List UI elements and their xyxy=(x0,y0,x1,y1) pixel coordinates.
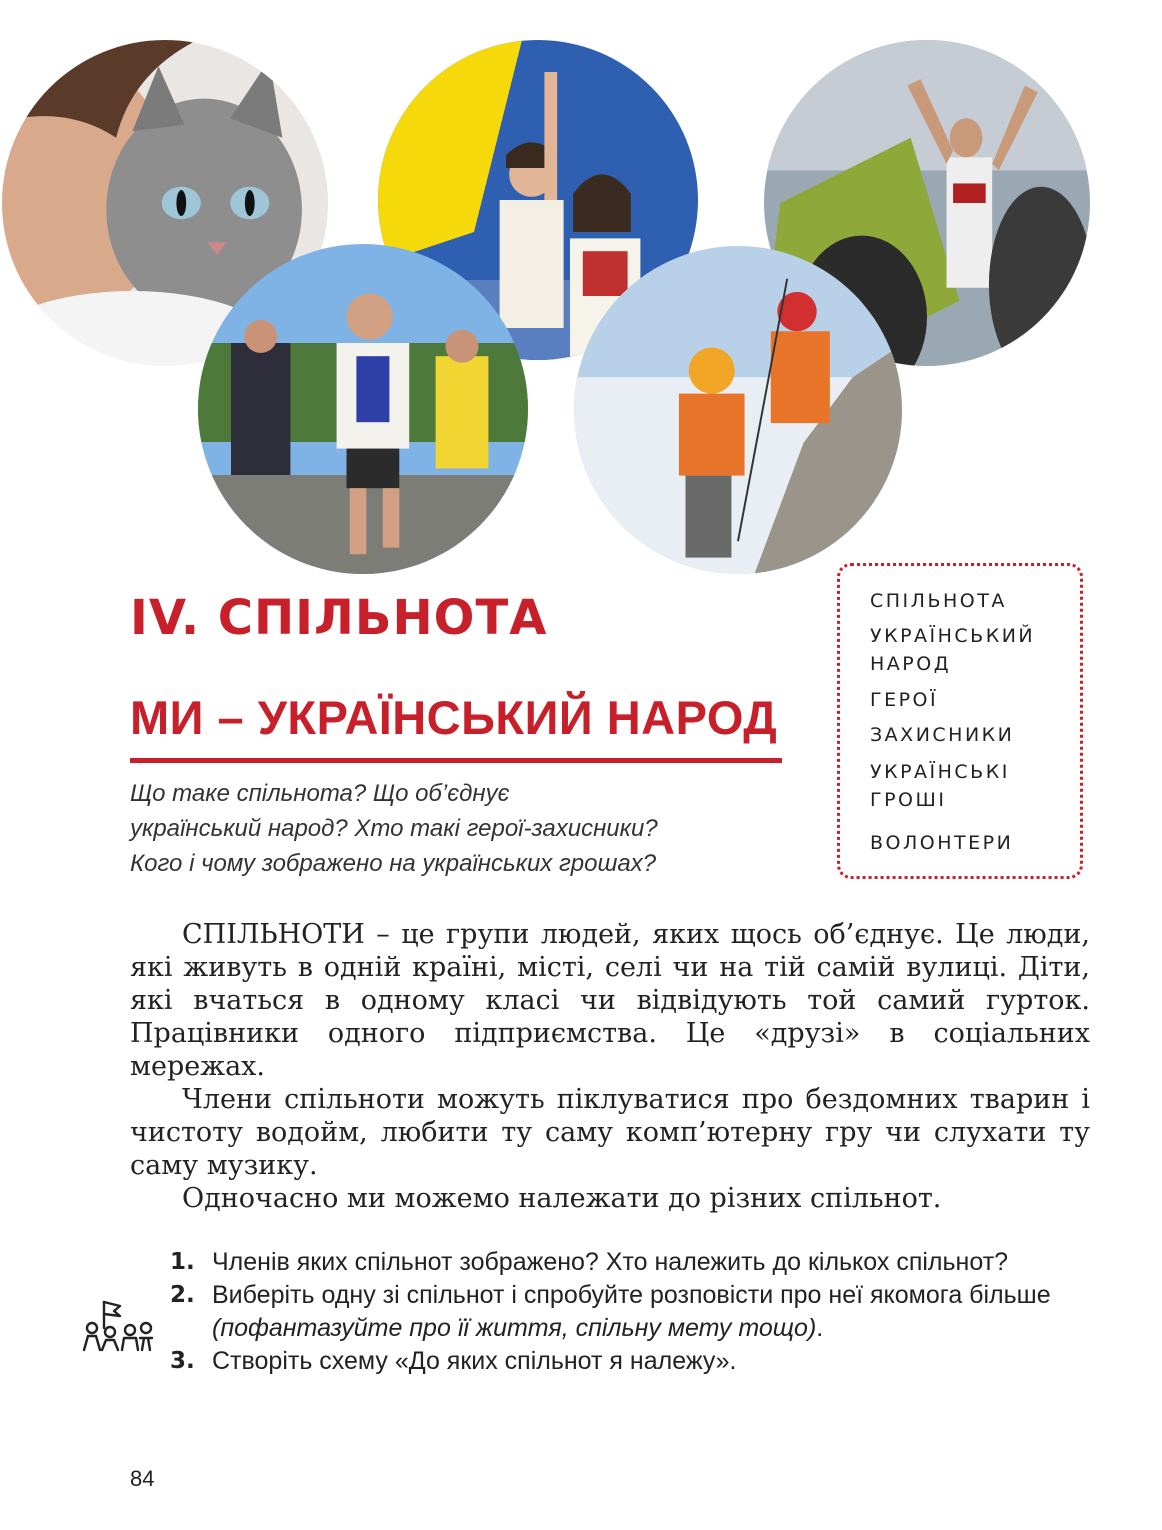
tasks-list xyxy=(170,1246,1090,1378)
keyword: ЗАХИСНИКИ xyxy=(870,724,1015,746)
paragraph: СПІЛЬНОТИ – це групи людей, яких щось об’єднує. Це люди, які живуть в одній країні, місті, селі чи на тій самій вулиці. Діти, які вчаться в одному класі чи відвідують той самий гурток. Працівники одного підприємства. Це «друзі» в соціальних мережах. xyxy=(130,919,1090,1082)
question-line: Що таке спільнота? Що об’єднує xyxy=(130,780,510,807)
keyword: ВОЛОНТЕРИ xyxy=(870,832,1014,854)
keyword: ГЕРОЇ xyxy=(870,689,939,711)
task-text: Створіть схему «До яких спільнот я належу». xyxy=(212,1347,737,1375)
question-line: український народ? Хто такі герої-захисники? xyxy=(130,815,658,842)
lesson-questions xyxy=(130,776,810,881)
photo-mountain-climbers xyxy=(574,246,902,574)
body-text xyxy=(130,918,1090,1215)
photo-marathon-runners xyxy=(198,244,528,574)
keywords-box xyxy=(837,563,1083,879)
keyword: НАРОД xyxy=(870,653,952,675)
keyword: СПІЛЬНОТА xyxy=(870,590,1007,612)
keyword: УКРАЇНСЬКИЙ xyxy=(870,625,1036,647)
question-line: Кого і чому зображено на українських грошах? xyxy=(130,850,657,877)
task-text-end: . xyxy=(816,1314,824,1342)
task-number: 1. xyxy=(170,1249,195,1275)
lesson-title: МИ – УКРАЇНСЬКИЙ НАРОД xyxy=(130,691,778,744)
page-number: 84 xyxy=(130,1466,155,1491)
paragraph: Члени спільноти можуть піклуватися про бездомних тварин і чистоту водойм, любити ту саму комп’ютерну гру чи слухати ту саму музику. xyxy=(130,1084,1090,1181)
chapter-title: IV. СПІЛЬНОТА xyxy=(130,590,548,646)
paragraph: Одночасно ми можемо належати до різних спільнот. xyxy=(182,1183,942,1214)
task-number: 3. xyxy=(170,1348,195,1374)
task-item xyxy=(170,1246,1090,1279)
task-item xyxy=(170,1345,1090,1378)
title-underline xyxy=(130,758,782,763)
task-hint: (пофантазуйте про її життя, спільну мету тощо) xyxy=(212,1314,817,1342)
keyword: УКРАЇНСЬКІ xyxy=(870,761,1010,783)
group-work-icon xyxy=(80,1298,160,1354)
keyword: ГРОШІ xyxy=(870,789,947,811)
task-item xyxy=(170,1279,1090,1345)
task-text: Виберіть одну зі спільнот і спробуйте розповісти про неї якомога більше xyxy=(212,1281,1051,1309)
task-number: 2. xyxy=(170,1282,195,1308)
task-text: Членів яких спільнот зображено? Хто належить до кількох спільнот? xyxy=(212,1248,1009,1276)
